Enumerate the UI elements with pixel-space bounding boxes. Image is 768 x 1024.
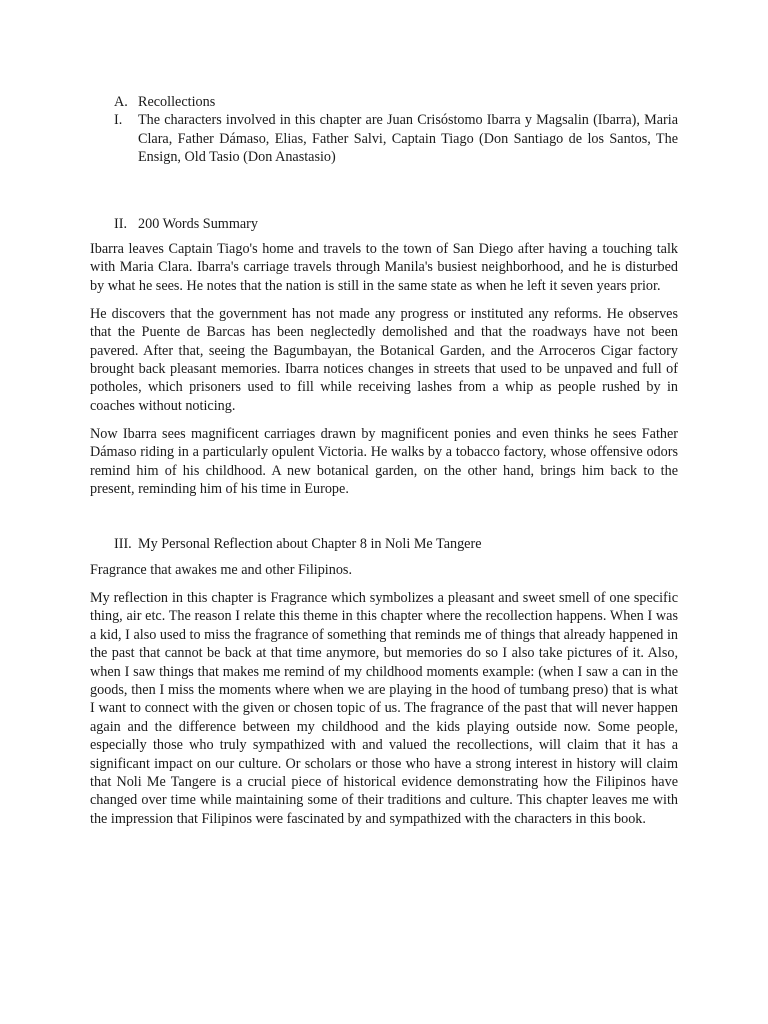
section-iii-heading: [114, 535, 678, 553]
summary-paragraph: Ibarra leaves Captain Tiago's home and travels to the town of San Diego after having a touching talk with Maria Clara. Ibarra's carriage travels through Manila's busiest neighborhood, and he is disturbed by what he sees. He notes that the nation is still in the same state as when he left it seven years prior.: [90, 241, 678, 294]
section-i-marker: I.: [114, 112, 123, 129]
section-iii-marker: III.: [114, 535, 132, 552]
section-ii-title: 200 Words Summary: [138, 215, 258, 232]
section-ii-marker: II.: [114, 215, 127, 232]
characters-text: The characters involved in this chapter are Juan Crisóstomo Ibarra y Magsalin (Ibarra), Maria Clara, Father Dámaso, Elias, Father Salvi, Captain Tiago (Don Santiago de los Santos, The Ensign, Old Tasio (Don Anastasio): [138, 112, 678, 166]
reflection-subtitle: Fragrance that awakes me and other Filipinos.: [90, 561, 352, 578]
document-body: [90, 93, 678, 838]
summary-paragraph: Now Ibarra sees magnificent carriages drawn by magnificent ponies and even thinks he sees Father Dámaso riding in a particularly opulent Victoria. He walks by a tobacco factory, whose offensive odors remind him of his childhood. A new botanical garden, on the other hand, brings him back to the present, reminding him of his time in Europe.: [90, 425, 678, 498]
section-ii-heading: [114, 215, 678, 233]
section-iii-title: My Personal Reflection about Chapter 8 in Noli Me Tangere: [138, 535, 482, 552]
section-a-title: Recollections: [138, 94, 216, 110]
reflection-paragraph: My reflection in this chapter is Fragrance which symbolizes a pleasant and sweet smell of one specific thing, air etc. The reason I relate this theme in this chapter where the recollection happens. When I was a kid, I also used to miss the fragrance of something that reminds me of things that already happened in the past that cannot be back at that time anymore, but memories do so I also take pictures of it. Also, when I saw things that makes me remind of my childhood moments example: (when I saw a can in the goods, then I miss the moments where when we are playing in the hood of tumbang preso) that is what I want to connect with the given or chosen topic of us. The fragrance of the past that will never happen again and the difference between my childhood and the kids playing outside now. Some people, especially those who truly sympathized with and valued the recollections, will claim that it has a significant impact on our culture. Or scholars or those who have a strong interest in history will claim that Noli Me Tangere is a crucial piece of historical evidence demonstrating how the Filipinos have changed over time while maintaining some of their traditions and culture. This chapter leaves me with the impression that Filipinos were fascinated by and sympathized with the characters in this book.: [90, 589, 678, 827]
section-a-heading: [90, 93, 678, 111]
summary-paragraph: He discovers that the government has not made any progress or instituted any reforms. He observes that the Puente de Barcas has been neglectedly demolished and that the roadways have not been pavered. After that, seeing the Bagumbayan, the Botanical Garden, and the Arroceros Cigar factory brought back pleasant memories. Ibarra notices changes in streets that used to be unpaved and full of potholes, which prisoners used to fill while receiving lashes from a whip as people rushed by in coaches without noticing.: [90, 305, 678, 414]
section-i-item: [90, 111, 678, 166]
section-a-marker: A.: [114, 94, 128, 110]
